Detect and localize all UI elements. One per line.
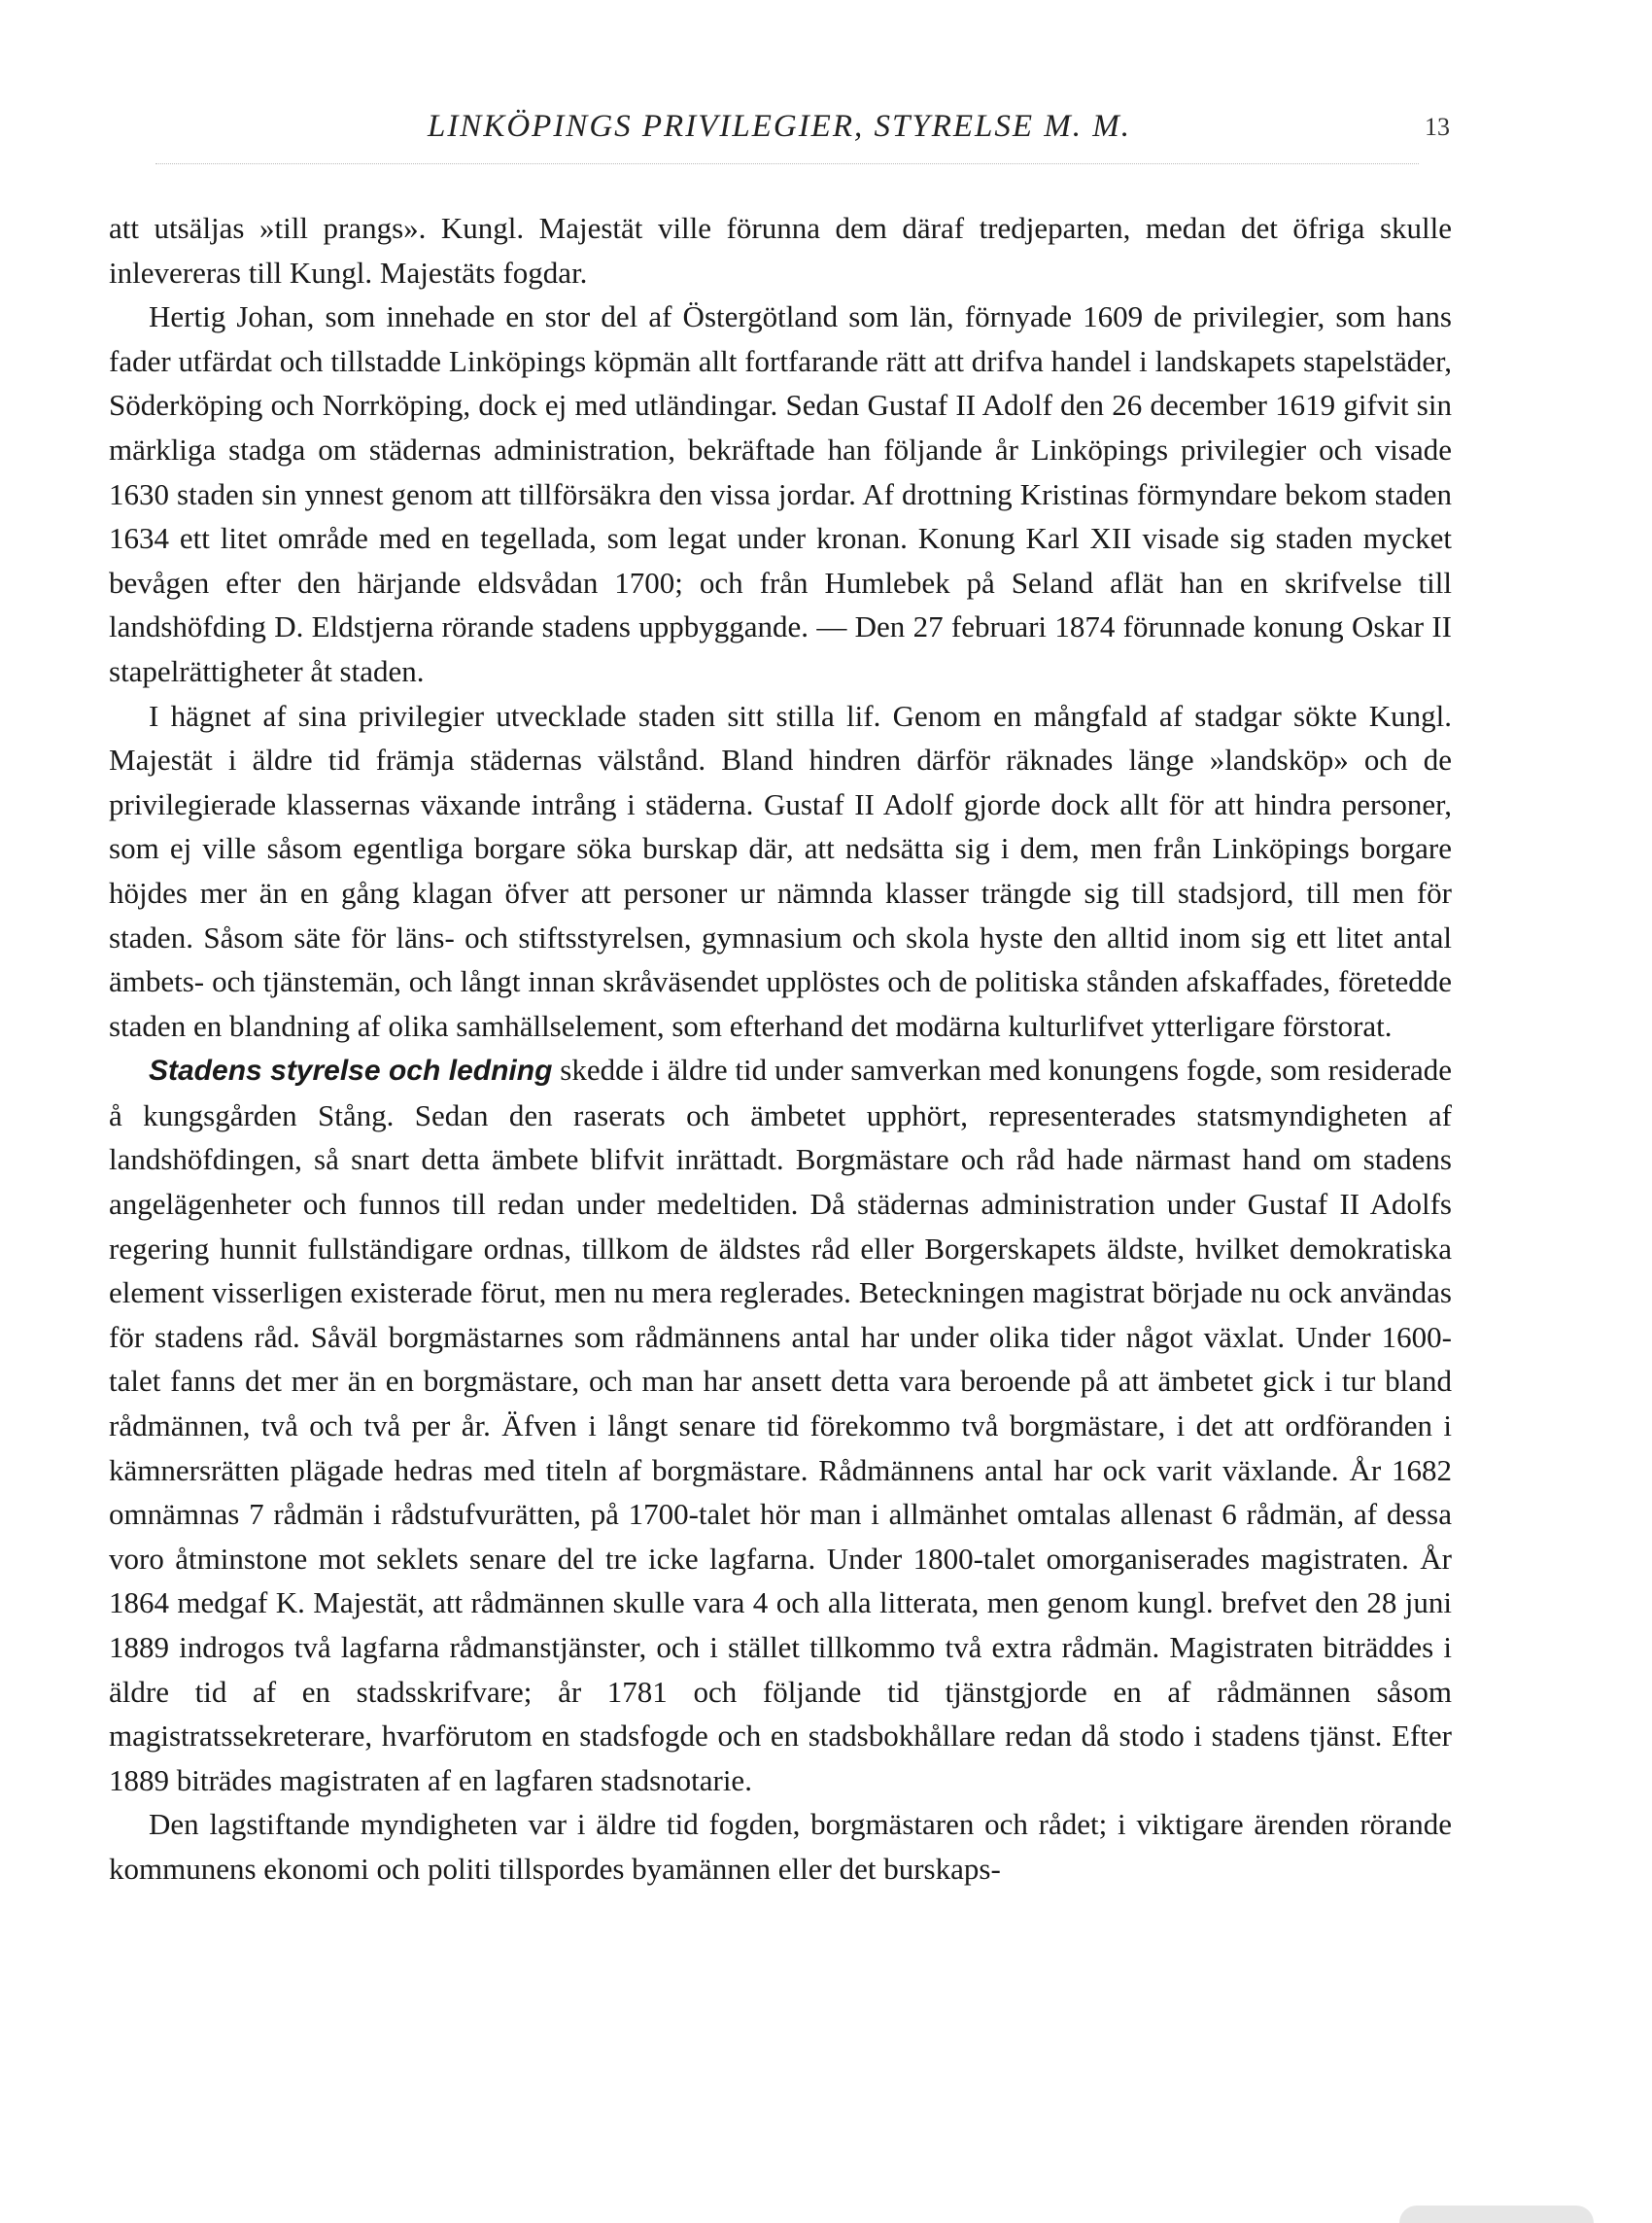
paragraph-4 [109,1048,1452,1802]
header-rule [155,163,1419,164]
paragraph-1: att utsäljas »till prangs». Kungl. Majestät ville förunna dem däraf tredjeparten, medan det öfriga skulle inlevereras till Kungl. Majestäts fogdar. [109,211,1452,290]
page-number: 13 [1425,113,1450,141]
paragraph-5: Den lagstiftande myndigheten var i äldre tid fogden, borgmästaren och rådet; i viktigare ärenden rörande kommunens ekonomi och politi tillspordes byamännen eller det burskaps- [109,1807,1452,1886]
body-text [109,206,1452,1892]
running-title: LINKÖPINGS PRIVILEGIER, STYRELSE M. M. [427,109,1132,144]
paragraph-3: I hägnet af sina privilegier utvecklade staden sitt stilla lif. Genom en mångfald af stadgar sökte Kungl. Majestät i äldre tid främja städernas välstånd. Bland hindren därför räknades länge »landsköp» och de privilegierade klassernas växande intrång i städerna. Gustaf II Adolf gjorde dock allt för att hindra personer, som ej ville såsom egentliga borgare söka burskap där, att nedsätta sig i dem, men från Linköpings borgare höjdes mer än en gång klagan öfver att personer ur nämnda klasser trängde sig till stadsjord, till men för staden. Såsom säte för läns- och stiftsstyrelsen, gymnasium och skola hyste den alltid inom sig ett litet antal ämbets- och tjänstemän, och långt innan skråväsendet upplöstes och de politiska stånden afskaffades, företedde staden en blandning af olika samhällselement, som efterhand det modärna kulturlifvet ytterligare förstorat. [109,698,1452,1043]
paragraph-2: Hertig Johan, som innehade en stor del af Östergötland som län, förnyade 1609 de privilegier, som hans fader utfärdat och tillstadde Linköpings köpmän allt fortfarande rätt att drifva handel i landskapets stapelstäder, Söderköping och Norrköping, dock ej med utländingar. Sedan Gustaf II Adolf den 26 december 1619 gifvit sin märkliga stadga om städernas administration, bekräftade han följande år Linköpings privilegier och visade 1630 staden sin ynnest genom att tillförsäkra den vissa jordar. Af drottning Kristinas förmyndare bekom staden 1634 ett litet område med en tegellada, som legat under kronan. Konung Karl XII visade sig staden mycket bevågen efter den härjande eldsvådan 1700; och från Humlebek på Seland aflät han en skrifvelse till landshöfding D. Eldstjerna rörande stadens uppbyggande. — Den 27 februari 1874 förunnade konung Oskar II stapelrättigheter åt staden. [109,299,1452,688]
running-head [109,109,1450,157]
paragraph-4-text: skedde i äldre tid under samverkan med konungens fogde, som residerade å kungsgården Stång. Sedan den raserats och ämbetet upphört, representerades statsmyndigheten af landshöfdingen, så snart detta ämbete blifvit inrättadt. Borgmästare och råd hade närmast hand om stadens angelägenheter och funnos till redan under medeltiden. Då städernas administration under Gustaf II Adolfs regering hunnit fullständigare ordnas, tillkom de äldstes råd eller Borgerskapets äldste, hvilket demokratiska element visserligen existerade förut, men nu mera reglerades. Beteckningen magistrat började nu ock användas för stadens råd. Såväl borgmästarnes som rådmännens antal har under olika tider något växlat. Under 1600-talet fanns det mer än en borgmästare, och man har ansett detta vara beroende på att ämbetet gick i tur bland rådmännen, två och två per år. Äfven i långt senare tid förekommo två borgmästare, i det att ordföranden i kämnersrätten plägade hedras med titeln af borgmästare. Rådmännens antal har ock varit växlande. År 1682 omnämnas 7 rådmän i rådstufvurätten, på 1700-talet hör man i allmänhet omtalas allenast 6 rådmän, af dessa voro åtminstone mot seklets senare del tre icke lagfarna. Under 1800-talet omorganiserades magistraten. År 1864 medgaf K. Majestät, att rådmännen skulle vara 4 och alla litterata, men genom kungl. brefvet den 28 juni 1889 indrogos två lagfarna rådmanstjänster, och i stället tillkommo två extra rådmän. Magistraten biträddes i äldre tid af en stadsskrifvare; år 1781 och följande tid tjänstgjorde en af rådmännen såsom magistratssekreterare, hvarförutom en stadsfogde och en stadsbokhållare redan då stodo i stadens tjänst. Efter 1889 biträdes magistraten af en lagfaren stadsnotarie. [109,1053,1452,1797]
scan-artifact [1399,2206,1594,2223]
section-lead-in: Stadens styrelse och ledning [149,1055,553,1088]
